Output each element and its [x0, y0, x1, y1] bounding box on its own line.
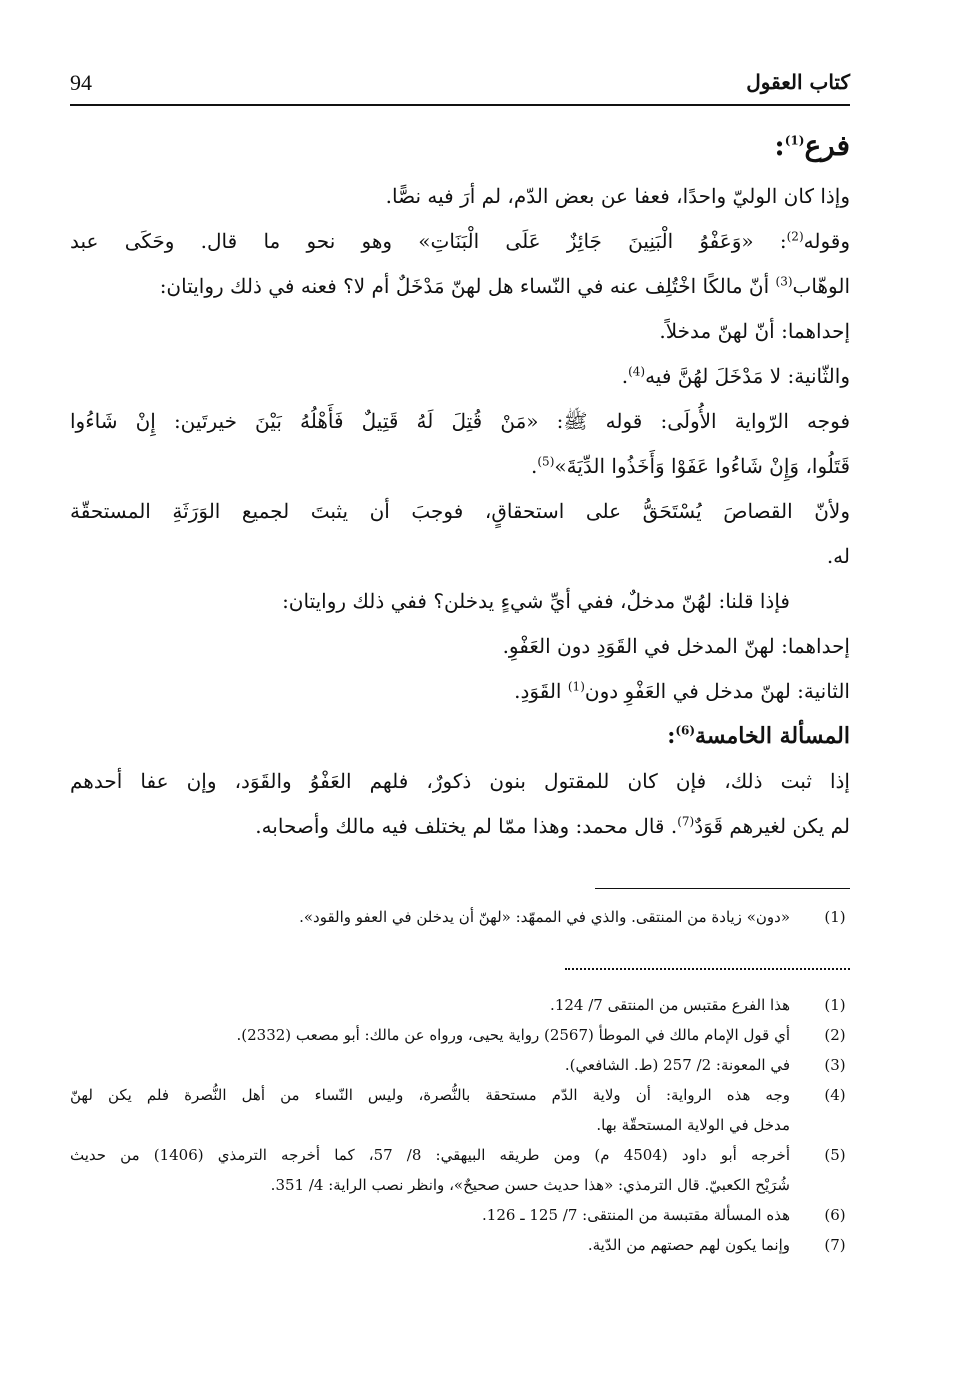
footnote-ref: (4): [628, 364, 646, 379]
paragraph-1: وإذا كان الوليّ واحدًا، فعفا عن بعض الدّم، لم أرَ فيه نصًّا.: [385, 184, 850, 208]
footnote-item: [70, 990, 850, 1020]
footnote-text-cont: مدخل في الولاية المستحقّة بها.: [596, 1116, 790, 1134]
footnote-number: (7): [824, 1236, 846, 1254]
footnote-separator: [595, 888, 850, 889]
branch-heading: [70, 118, 850, 174]
text-run: القَوَدِ.: [514, 679, 568, 703]
main-text: [70, 118, 850, 849]
footnote-ref: (1): [567, 679, 585, 694]
text-run: : «وَعَفْوُ الْبَنِينَ جَائِزٌ عَلَى الْبَنَاتِ» وهو نحو ما قال. وحَكَى عبد: [70, 229, 787, 253]
footnote-number: (2): [824, 1026, 846, 1044]
footnote-text: هذه المسألة مقتبسة من المنتقى: 7/ 125 ـ 126.: [482, 1206, 790, 1224]
footnote-ref: (1): [784, 133, 805, 148]
paragraph-4: [70, 354, 850, 399]
header-rule: [70, 104, 850, 106]
footnote-text: هذا الفرع مقتبس من المنتقى 7/ 124.: [550, 996, 790, 1014]
footnote-ref: (2): [786, 229, 804, 244]
footnotes: [70, 990, 850, 1260]
footnote-item: [70, 1200, 850, 1230]
footnote-ref: (6): [675, 723, 696, 738]
footnote-number: (3): [824, 1056, 846, 1074]
issue-heading: [70, 714, 850, 759]
paragraph-10-line-1: إذا ثبت ذلك، فإن كان للمقتول بنون ذكورٌ، فلهم العَفْوُ والقَوَد، وإن عفا أحدهم: [70, 769, 850, 793]
issue-heading-colon: :: [667, 723, 676, 749]
footnote-text: وجه هذه الرواية: أن ولاية الدّم مستحقة بالنُّصرة، وليس النّساء من أهل النُّصرة فلم يكن لهنّ: [70, 1086, 790, 1104]
text-run: .: [621, 364, 629, 388]
text-run: والثّانية: لا مَدْخَلَ لهُنَّ فيه: [645, 364, 850, 388]
editor-note-item: [70, 902, 850, 932]
paragraph-6-line-2: له.: [826, 544, 850, 568]
paragraph-5-line-1: فوجه الرّواية الأُولَى: قوله ﷺ: «مَنْ قُتِلَ لَهُ قَتِيلٌ فَأَهْلُهُ بَيْنَ خيرتَين: إِنْ شَاءُوا: [70, 409, 850, 433]
footnote-number: (6): [824, 1206, 846, 1224]
text-run: لم يكن لغيرهم قَوَدٌ: [694, 814, 850, 838]
footnote-number: (5): [824, 1146, 846, 1164]
footnote-item: [70, 1140, 850, 1200]
footnote-text: أخرجه أبو داود (4504 م) ومن طريقه البيهقي: 8/ 57، كما أخرجه الترمذي (1406) من حديث: [70, 1146, 790, 1164]
footnote-item: [70, 1050, 850, 1080]
text-run: قَتَلُوا، وَإِنْ شَاءُوا عَفَوْا وَأَخَذُوا الدِّيَةَ»: [554, 454, 850, 478]
footnote-number: (1): [824, 996, 846, 1014]
paragraph-7: فإذا قلنا: لهُنّ مدخلٌ، ففي أيِّ شيءٍ يدخلن؟ ففي ذلك روايتان:: [282, 589, 790, 613]
footnote-text-cont: شُرَيْح الكعبيّ. قال الترمذي: «هذا حديث حسن صحيحٌ»، وانظر نصب الراية: 4/ 351.: [270, 1176, 790, 1194]
running-title: كتاب العقول: [746, 70, 850, 94]
text-run: .: [531, 454, 538, 478]
paragraph-5-line-2: [70, 444, 850, 489]
text-run: أنّ مالكًا اخْتُلِف عنه في النّساء هل لهنّ مَدْخَلٌ أم لا؟ فعنه في ذلك روايتان:: [159, 274, 776, 298]
footnote-text: وإنما يكون لهم حصتهم من الدّية.: [587, 1236, 790, 1254]
footnote-ref: (7): [677, 814, 695, 829]
branch-heading-colon: :: [774, 129, 785, 162]
text-run: وقوله: [803, 229, 850, 253]
note-number: (1): [824, 908, 846, 926]
editor-note: [70, 902, 850, 932]
paragraph-3: إحداهما: أنّ لهنّ مدخلاً.: [659, 319, 850, 343]
text-run: الوهّاب: [792, 274, 850, 298]
page-header: [70, 70, 850, 104]
paragraph-10-line-2: [70, 804, 850, 849]
paragraph-9: [70, 669, 850, 714]
footnote-number: (4): [824, 1086, 846, 1104]
footnote-ref: (3): [775, 274, 793, 289]
paragraph-8: إحداهما: لهنّ المدخل في القَوَدِ دون العَفْوِ.: [502, 634, 850, 658]
footnote-text: أي قول الإمام مالك في الموطأ (2567) رواية يحيى، ورواه عن مالك: أبو مصعب (2332).: [236, 1026, 790, 1044]
footnote-item: [70, 1020, 850, 1050]
branch-heading-text: فرع: [804, 129, 850, 162]
text-run: الثانية: لهنّ مدخل في العَفْوِ دون: [584, 679, 850, 703]
text-run: . قال محمد: وهذا ممّا لم يختلف فيه مالك وأصحابه.: [255, 814, 678, 838]
footnote-item: [70, 1080, 850, 1140]
paragraph-6-line-1: ولأنّ القصاصَ يُسْتَحَقُّ على استحقاقٍ، فوجبَ أن يثبتَ لجميع الوَرَثَةِ المستحقّة: [70, 499, 850, 523]
issue-heading-text: المسألة الخامسة: [695, 723, 850, 749]
footnote-ref: (5): [537, 454, 555, 469]
paragraph-2-line-2: [70, 264, 850, 309]
dotted-separator: [565, 968, 850, 970]
page-number: 94: [70, 70, 92, 95]
paragraph-2-line-1: [70, 219, 850, 264]
note-text: «دون» زيادة من المنتقى. والذي في الممهّد: «لهنّ أن يدخلن في العفو والقود».: [299, 908, 790, 926]
footnote-text: في المعونة: 2/ 257 (ط. الشافعي).: [564, 1056, 790, 1074]
footnote-item: [70, 1230, 850, 1260]
